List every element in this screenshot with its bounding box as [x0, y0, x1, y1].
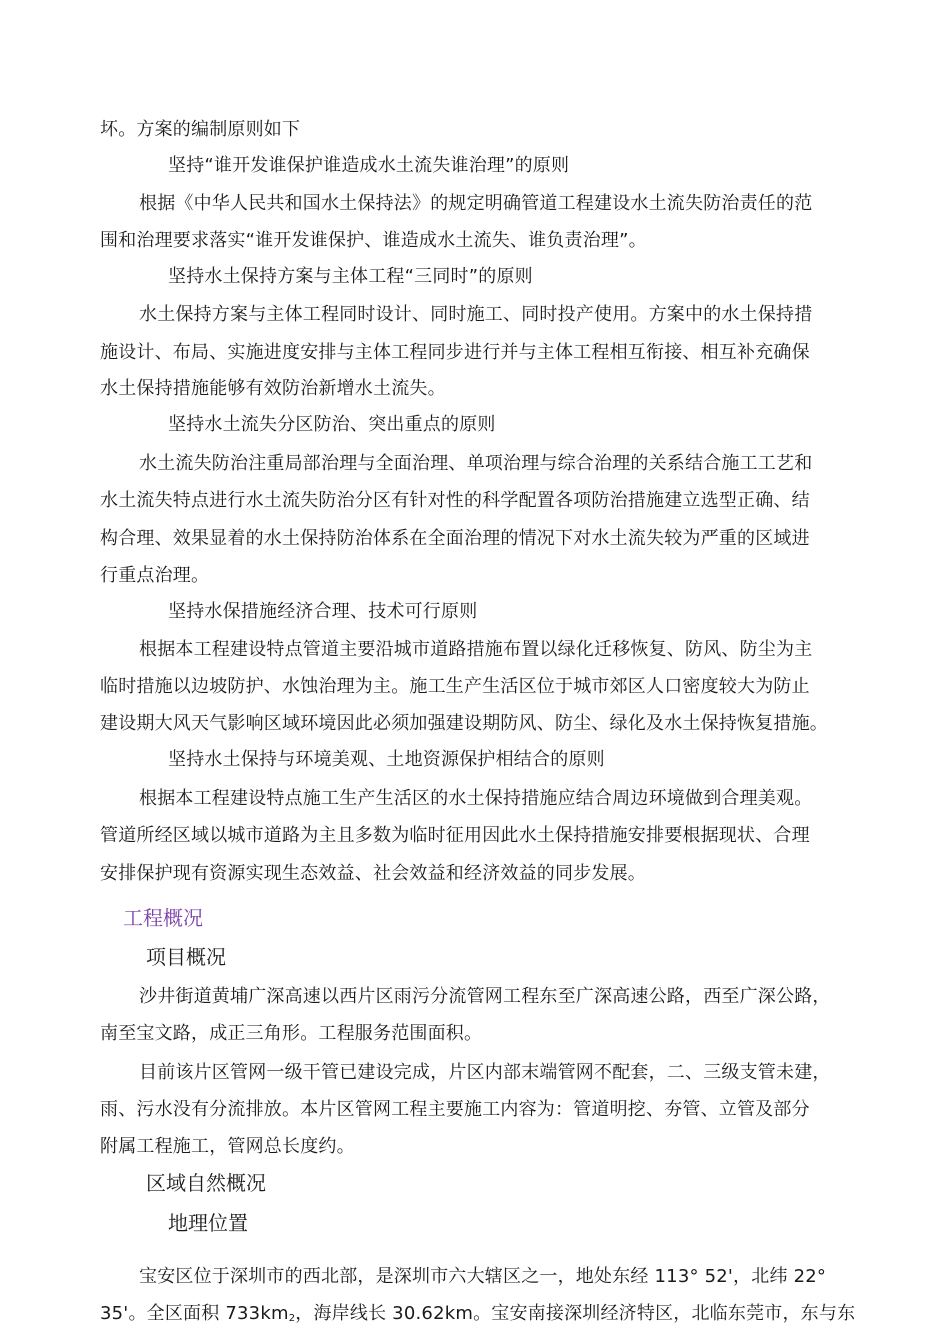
text-segment: 35'。全区面积 733km	[100, 1303, 289, 1324]
paragraph-line: 宝安区位于深圳市的西北部，是深圳市六大辖区之一，地处东经 113° 52'，北纬 22°	[139, 1266, 827, 1287]
subsection-heading: 项目概况	[146, 945, 226, 969]
paragraph-line: 安排保护现有资源实现生态效益、社会效益和经济效益的同步发展。	[100, 863, 646, 884]
paragraph-line: 水土保持方案与主体工程同时设计、同时施工、同时投产使用。方案中的水土保持措	[139, 304, 813, 325]
principle-heading: 坚持水土流失分区防治、突出重点的原则	[168, 414, 496, 435]
superscript-unit: 2	[288, 1313, 296, 1324]
paragraph-line: 围和治理要求落实“谁开发谁保护、谁造成水土流失、谁负责治理”。	[100, 230, 647, 251]
principle-heading: 坚持水土保持方案与主体工程“三同时”的原则	[168, 266, 533, 287]
paragraph-line: 根据本工程建设特点施工生产生活区的水土保持措施应结合周边环境做到合理美观。	[139, 788, 813, 809]
principle-heading: 坚持“谁开发谁保护谁造成水土流失谁治理”的原则	[168, 155, 570, 176]
paragraph-line: 施设计、布局、实施进度安排与主体工程同步进行并与主体工程相互衔接、相互补充确保	[100, 342, 810, 363]
paragraph-line: 雨、污水没有分流排放。本片区管网工程主要施工内容为：管道明挖、夯管、立管及部分	[100, 1099, 810, 1120]
subsection-heading: 区域自然概况	[146, 1171, 266, 1195]
paragraph-line: 坏。方案的编制原则如下	[100, 119, 301, 140]
paragraph-line: 临时措施以边坡防护、水蚀治理为主。施工生产生活区位于城市郊区人口密度较大为防止	[100, 676, 810, 697]
paragraph-line: 水土保持措施能够有效防治新增水土流失。	[100, 378, 446, 399]
text-segment: ，海岸线长 30.62km。宝安南接深圳经济特区，北临东莞市，东与东	[295, 1303, 856, 1324]
principle-heading: 坚持水保措施经济合理、技术可行原则	[168, 601, 478, 622]
section-heading: 工程概况	[123, 906, 203, 930]
paragraph-line: 根据《中华人民共和国水土保持法》的规定明确管道工程建设水土流失防治责任的范	[139, 193, 813, 214]
paragraph-line: 南至宝文路，成正三角形。工程服务范围面积。	[100, 1023, 483, 1044]
paragraph-line: 构合理、效果显着的水土保持防治体系在全面治理的情况下对水土流失较为严重的区域进	[100, 528, 810, 549]
paragraph-line: 附属工程施工，管网总长度约。	[100, 1136, 355, 1157]
paragraph-line: 水土流失特点进行水土流失防治分区有针对性的科学配置各项防治措施建立选型正确、结	[100, 490, 810, 511]
paragraph-line: 根据本工程建设特点管道主要沿城市道路措施布置以绿化迁移恢复、防风、防尘为主	[139, 639, 813, 660]
paragraph-line: 沙井街道黄埔广深高速以西片区雨污分流管网工程东至广深高速公路，西至广深公路，	[139, 986, 831, 1007]
paragraph-line: 行重点治理。	[100, 565, 210, 586]
sub-subsection-heading: 地理位置	[168, 1211, 248, 1235]
paragraph-line: 水土流失防治注重局部治理与全面治理、单项治理与综合治理的关系结合施工工艺和	[139, 453, 813, 474]
paragraph-line: 建设期大风天气影响区域环境因此必须加强建设期防风、防尘、绿化及水土保持恢复措施。	[100, 713, 828, 734]
paragraph-line: 管道所经区域以城市道路为主且多数为临时征用因此水土保持措施安排要根据现状、合理	[100, 825, 810, 846]
paragraph-line: 目前该片区管网一级干管已建设完成，片区内部末端管网不配套，二、三级支管未建，	[139, 1062, 831, 1083]
principle-heading: 坚持水土保持与环境美观、土地资源保护相结合的原则	[168, 749, 605, 770]
paragraph-line	[100, 1302, 855, 1331]
